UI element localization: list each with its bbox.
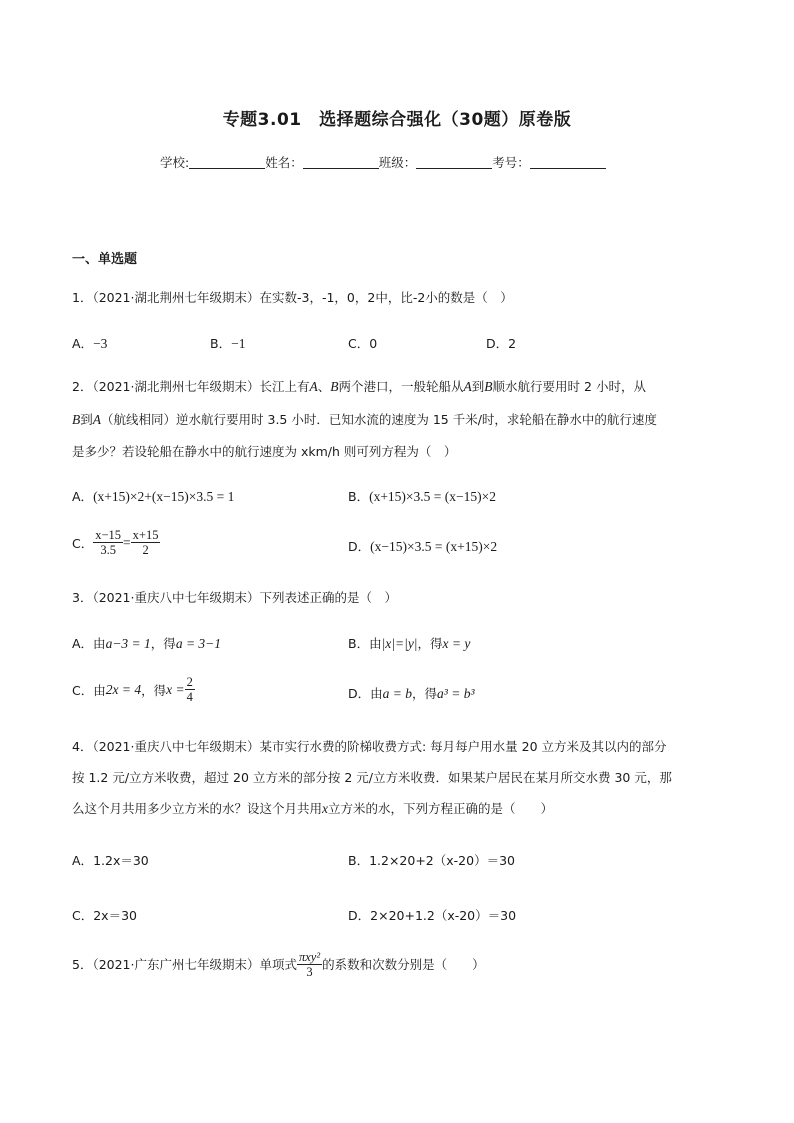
question-4-line-3: 么这个月共用多少立方米的水？设这个月共用x立方米的水，下列方程正确的是（ ）: [72, 801, 554, 816]
q4-option-b[interactable]: B．1.2×20+2（x-20）＝30: [348, 853, 515, 868]
question-3-stem: 3．（2021·重庆八中七年级期末）下列表述正确的是（ ）: [72, 590, 397, 605]
q3-option-b[interactable]: B．由|x|=|y|，得x = y: [348, 636, 471, 651]
name-blank[interactable]: [303, 154, 379, 169]
q2-option-b[interactable]: B．(x+15)×3.5 = (x−15)×2: [348, 489, 497, 504]
id-blank[interactable]: [530, 154, 606, 169]
q1-option-c[interactable]: C．0: [348, 336, 378, 351]
q3-option-c[interactable]: C．由2x = 4，得x = $\frac{2}{4}$: [72, 675, 193, 705]
q4-option-d[interactable]: D．2×20+1.2（x-20）＝30: [348, 908, 517, 923]
q4-option-a[interactable]: A．1.2x＝30: [72, 853, 149, 868]
question-2-line-3: 是多少？若设轮船在静水中的航行速度为 xkm/h 则可列方程为（ ）: [72, 444, 457, 459]
name-label: 姓名：: [265, 155, 303, 170]
q3-option-a[interactable]: A．由a−3 = 1，得a = 3−1: [72, 636, 222, 651]
section-title: 一、单选题: [72, 252, 138, 267]
question-2-line-2: B到A（航线相同）逆水航行要用时 3.5 小时．已知水流的速度为 15 千米/时，求轮船在静水中的航行速度: [72, 412, 657, 427]
q3-option-d[interactable]: D．由a = b，得a³ = b³: [348, 686, 475, 701]
question-2-line-1: 2．（2021·湖北荆州七年级期末）长江上有A、B两个港口，一般轮船从A到B顺水航行要用时 2 小时，从: [72, 379, 646, 394]
class-label: 班级：: [378, 155, 417, 170]
id-label: 考号：: [492, 155, 530, 170]
page-title: 专题3.01 选择题综合强化（30题）原卷版: [222, 110, 572, 130]
question-4-line-2: 按 1.2 元/立方米收费，超过 20 立方米的部分按 2 元/立方米收费．如果某户居民在某月所交水费 30 元，那: [72, 770, 672, 785]
school-blank[interactable]: [189, 154, 265, 169]
q1-option-b[interactable]: B．−1: [210, 336, 246, 351]
q2-option-a[interactable]: A．(x+15)×2+(x−15)×3.5 = 1: [72, 489, 235, 504]
q1-option-d[interactable]: D．2: [486, 336, 517, 351]
student-info-line: [160, 153, 606, 171]
question-4-line-1: 4．（2021·重庆八中七年级期末）某市实行水费的阶梯收费方式: 每月每户用水量 20 立方米及其以内的部分: [72, 739, 667, 754]
class-blank[interactable]: [416, 154, 492, 169]
question-1-stem: 1．（2021·湖北荆州七年级期末）在实数-3，-1，0，2中，比-2小的数是（ ）: [72, 290, 513, 305]
q2-option-d[interactable]: D．(x−15)×3.5 = (x+15)×2: [348, 539, 498, 554]
q1-option-a[interactable]: A．−3: [72, 336, 108, 351]
q4-option-c[interactable]: C．2x＝30: [72, 908, 137, 923]
question-5-stem: 5．（2021·广东广州七年级期末）单项式 $\frac{\text{πxy²}}{3}$ 的系数和次数分别是（ ）: [72, 950, 485, 980]
school-label: 学校:: [160, 155, 190, 170]
q2-option-c[interactable]: C． $\frac{x-15}{3.5}$ = $\frac{x+15}{2}$: [72, 528, 159, 558]
